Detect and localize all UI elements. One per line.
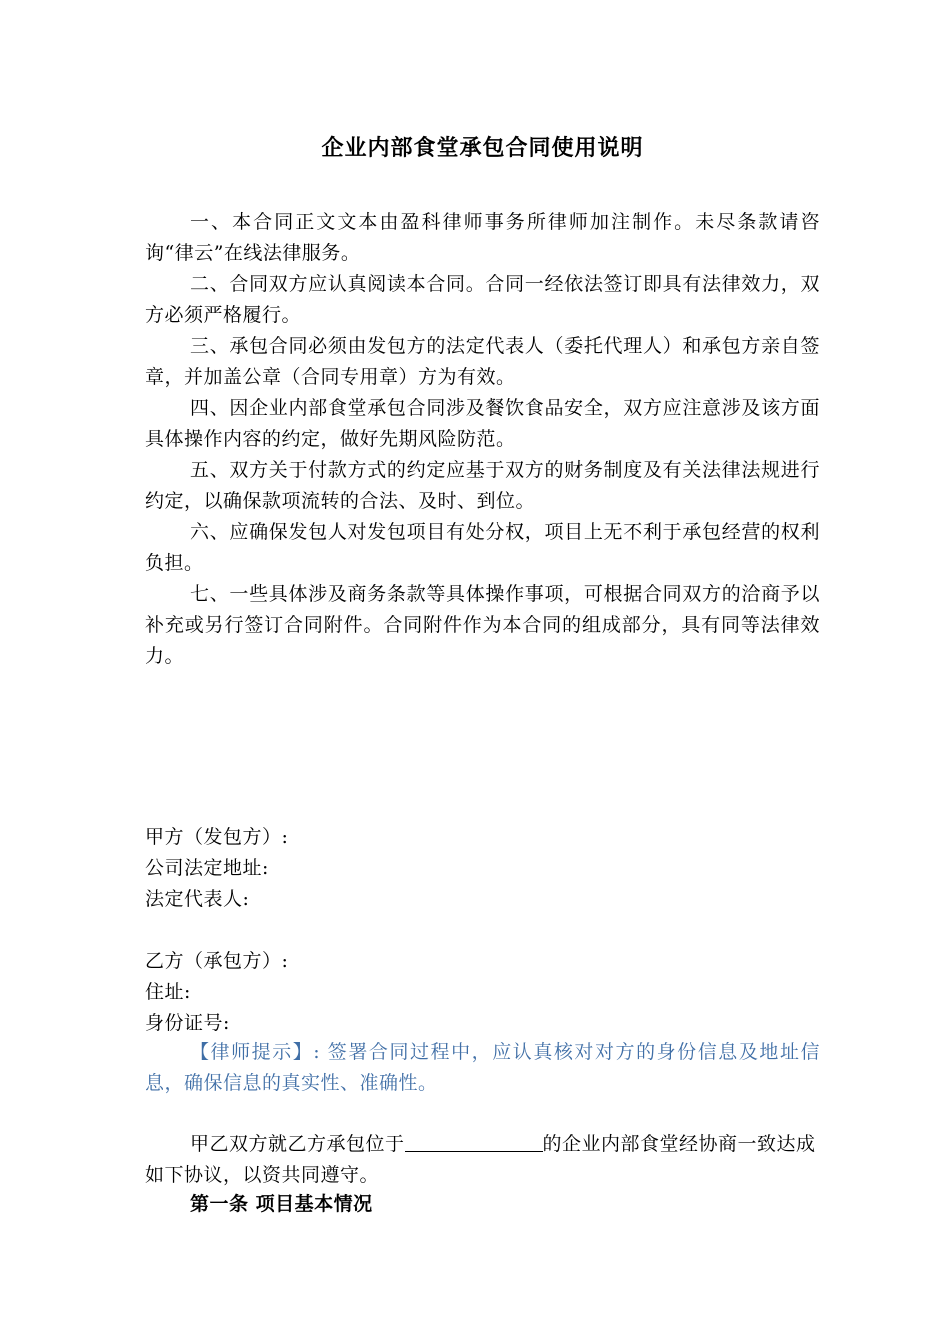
document-title: 企业内部食堂承包合同使用说明 — [321, 135, 644, 161]
party-a-address-label: 公司法定地址: — [145, 857, 269, 879]
instruction-6: 六、应确保发包人对发包项目有处分权，项目上无不利于承包经营的权利负担。 — [145, 521, 820, 574]
party-b-label: 乙方（承包方）: — [145, 950, 289, 972]
instruction-3: 三、承包合同必须由发包方的法定代表人（委托代理人）和承包方亲自签章，并加盖公章（合同专用章）方为有效。 — [145, 335, 820, 388]
instruction-5: 五、双方关于付款方式的约定应基于双方的财务制度及有关法律法规进行约定，以确保款项流转的合法、及时、到位。 — [145, 459, 820, 512]
agreement-before: 甲乙双方就乙方承包位于 — [190, 1133, 405, 1155]
party-a-representative-label: 法定代表人: — [145, 888, 250, 910]
location-blank[interactable] — [405, 1131, 543, 1152]
instruction-7: 七、一些具体涉及商务条款等具体操作事项，可根据合同双方的洽商予以补充或另行签订合同附件。合同附件作为本合同的组成部分，具有同等法律效力。 — [145, 583, 820, 667]
agreement-paragraph — [145, 1129, 820, 1191]
instruction-4: 四、因企业内部食堂承包合同涉及餐饮食品安全，双方应注意涉及该方面具体操作内容的约定，做好先期风险防范。 — [145, 397, 820, 450]
instruction-2: 二、合同双方应认真阅读本合同。合同一经依法签订即具有法律效力，双方必须严格履行。 — [145, 273, 820, 326]
instruction-1: 一、本合同正文文本由盈科律师事务所律师加注制作。未尽条款请咨询“律云”在线法律服务。 — [145, 211, 820, 264]
article-1-heading: 第一条 项目基本情况 — [190, 1193, 373, 1215]
party-b-id-label: 身份证号: — [145, 1012, 230, 1034]
document-page — [145, 0, 820, 1344]
party-a-label: 甲方（发包方）: — [145, 826, 289, 848]
party-b-address-label: 住址: — [145, 981, 191, 1003]
agreement-after: 的企业内部食堂经协商一致达成如下协议，以资共同遵守。 — [145, 1133, 816, 1186]
lawyer-tip: 【律师提示】: 签署合同过程中，应认真核对对方的身份信息及地址信息，确保信息的真实性、准确性。 — [145, 1041, 820, 1094]
